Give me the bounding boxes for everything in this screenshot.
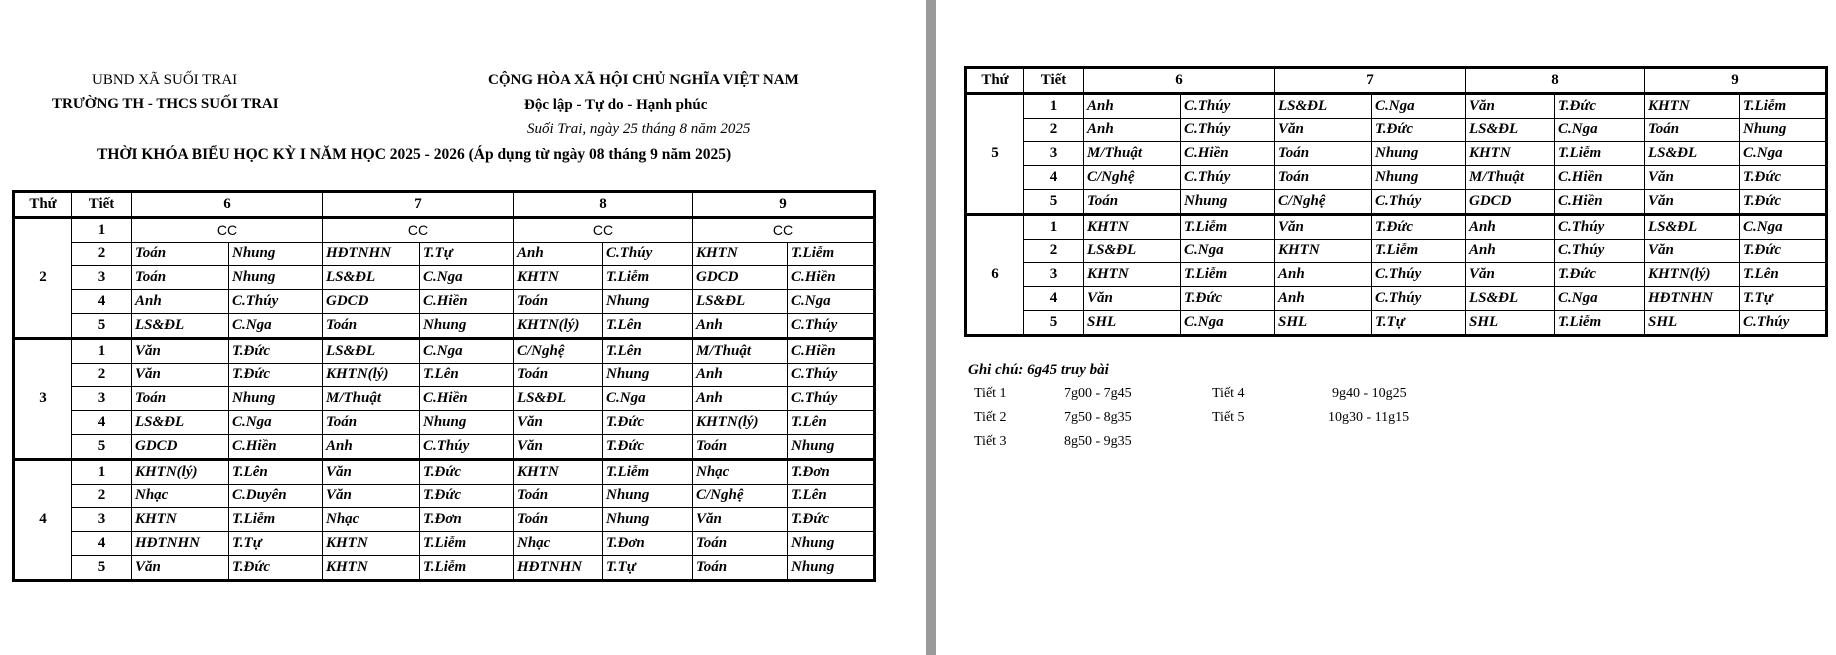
subject-cell: KHTN (1084, 263, 1181, 287)
teacher-cell: T.Lên (1740, 263, 1827, 287)
col-header-grade: 8 (1466, 68, 1645, 94)
subject-cell: Văn (132, 338, 229, 363)
subject-cell: HĐTNHN (1645, 287, 1740, 311)
note-title: Ghi chú: 6g45 truy bài (968, 362, 1109, 378)
teacher-cell: C.Nga (1740, 142, 1827, 166)
period-number: 4 (72, 532, 132, 556)
subject-cell: Nhạc (323, 508, 420, 532)
subject-cell: LS&ĐL (323, 338, 420, 363)
teacher-cell: T.Đức (1181, 287, 1275, 311)
table-row (966, 263, 1827, 287)
teacher-cell: C.Thúy (1555, 214, 1645, 239)
period-number: 2 (72, 484, 132, 508)
period-number: 1 (1024, 93, 1084, 118)
teacher-cell: Nhung (788, 532, 875, 556)
period-time: 7g50 - 8g35 (1064, 410, 1132, 425)
subject-cell: Văn (514, 411, 603, 435)
teacher-cell: Nhung (788, 434, 875, 459)
header-row (14, 192, 875, 218)
subject-cell: Anh (1084, 118, 1181, 142)
col-header-grade: 6 (1084, 68, 1275, 94)
col-header-grade: 9 (693, 192, 875, 218)
teacher-cell: C.Nga (603, 387, 693, 411)
period-number: 1 (1024, 214, 1084, 239)
subject-cell: Văn (1084, 287, 1181, 311)
period-number: 1 (72, 459, 132, 484)
subject-cell: LS&ĐL (1466, 118, 1555, 142)
teacher-cell: C.Hiền (788, 266, 875, 290)
teacher-cell: C.Thúy (788, 313, 875, 338)
subject-cell: Toán (1084, 189, 1181, 214)
teacher-cell: C.Hiền (1555, 166, 1645, 190)
period-time: 7g00 - 7g45 (1064, 386, 1132, 401)
teacher-cell: Nhung (1181, 189, 1275, 214)
teacher-cell: C.Thúy (788, 387, 875, 411)
teacher-cell: T.Đơn (603, 532, 693, 556)
table-row (14, 217, 875, 242)
page-title: THỜI KHÓA BIỂU HỌC KỲ I NĂM HỌC 2025 - 2026 (Áp dụng từ ngày 08 tháng 9 năm 2025) (97, 146, 732, 163)
teacher-cell: C.Thúy (1372, 287, 1466, 311)
subject-cell: Anh (132, 290, 229, 314)
subject-cell: LS&ĐL (1084, 239, 1181, 263)
table-row (14, 411, 875, 435)
teacher-cell: T.Đức (420, 459, 514, 484)
teacher-cell: T.Đức (603, 434, 693, 459)
teacher-cell: T.Đơn (420, 508, 514, 532)
nation-motto: Độc lập - Tự do - Hạnh phúc (524, 97, 708, 113)
subject-cell: Anh (1275, 287, 1372, 311)
subject-cell: Anh (1466, 214, 1555, 239)
teacher-cell: T.Đức (1372, 118, 1466, 142)
subject-cell: SHL (1466, 310, 1555, 335)
subject-cell: M/Thuật (1084, 142, 1181, 166)
teacher-cell: C.Hiền (229, 434, 323, 459)
subject-cell: Toán (514, 363, 603, 387)
period-label: Tiết 4 (1212, 386, 1245, 401)
subject-cell: Nhạc (132, 484, 229, 508)
period-label: Tiết 1 (974, 386, 1007, 401)
teacher-cell: T.Đơn (788, 459, 875, 484)
timetable-days-2-4 (12, 190, 876, 582)
teacher-cell: T.Lên (229, 459, 323, 484)
subject-cell: Văn (1645, 239, 1740, 263)
subject-cell: Toán (693, 532, 788, 556)
subject-cell: HĐTNHN (514, 555, 603, 580)
subject-cell: C/Nghệ (514, 338, 603, 363)
teacher-cell: T.Đức (1372, 214, 1466, 239)
period-time: 10g30 - 11g15 (1328, 410, 1410, 425)
teacher-cell: T.Lên (420, 363, 514, 387)
period-number: 5 (72, 555, 132, 580)
period-number: 5 (1024, 310, 1084, 335)
teacher-cell: Nhung (1372, 142, 1466, 166)
subject-cell: LS&ĐL (1645, 142, 1740, 166)
table-row (14, 484, 875, 508)
teacher-cell: T.Đức (1555, 93, 1645, 118)
teacher-cell: Nhung (229, 266, 323, 290)
table-row (14, 459, 875, 484)
subject-cell: LS&ĐL (132, 411, 229, 435)
subject-cell: KHTN(lý) (693, 411, 788, 435)
period-number: 5 (72, 313, 132, 338)
teacher-cell: T.Liễm (229, 508, 323, 532)
col-header-tiet: Tiết (72, 192, 132, 218)
subject-cell: Văn (1645, 166, 1740, 190)
period-number: 3 (1024, 142, 1084, 166)
nation-title: CỘNG HÒA XÃ HỘI CHỦ NGHĨA VIỆT NAM (488, 72, 799, 88)
period-label: Tiết 5 (1212, 410, 1245, 425)
period-time: 8g50 - 9g35 (1064, 434, 1132, 449)
teacher-cell: T.Đức (1555, 263, 1645, 287)
period-number: 2 (72, 242, 132, 266)
subject-cell: LS&ĐL (693, 290, 788, 314)
subject-cell: Văn (1275, 214, 1372, 239)
col-header-grade: 7 (323, 192, 514, 218)
subject-cell: M/Thuật (323, 387, 420, 411)
teacher-cell: C.Hiền (1181, 142, 1275, 166)
subject-cell: Toán (1645, 118, 1740, 142)
subject-cell: Nhạc (693, 459, 788, 484)
subject-cell: GDCD (132, 434, 229, 459)
subject-cell: KHTN(lý) (1645, 263, 1740, 287)
teacher-cell: Nhung (788, 555, 875, 580)
teacher-cell: C.Hiền (420, 290, 514, 314)
col-header-thu: Thứ (966, 68, 1024, 94)
table-row (966, 142, 1827, 166)
subject-cell: HĐTNHN (323, 242, 420, 266)
teacher-cell: T.Liễm (1740, 93, 1827, 118)
period-number: 5 (1024, 189, 1084, 214)
subject-cell: KHTN (693, 242, 788, 266)
table-row (966, 166, 1827, 190)
subject-cell: KHTN (323, 532, 420, 556)
date-line: Suối Trai, ngày 25 tháng 8 năm 2025 (527, 121, 751, 137)
day-cell: 2 (14, 217, 72, 338)
teacher-cell: C.Thúy (420, 434, 514, 459)
subject-cell: KHTN(lý) (132, 459, 229, 484)
subject-cell: KHTN (323, 555, 420, 580)
teacher-cell: T.Đức (229, 555, 323, 580)
subject-cell: KHTN(lý) (323, 363, 420, 387)
table-row (14, 363, 875, 387)
subject-cell: Toán (132, 266, 229, 290)
teacher-cell: T.Tự (420, 242, 514, 266)
day-cell: 6 (966, 214, 1024, 335)
col-header-grade: 9 (1645, 68, 1827, 94)
header-row (966, 68, 1827, 94)
subject-cell: M/Thuật (1466, 166, 1555, 190)
subject-cell: LS&ĐL (514, 387, 603, 411)
teacher-cell: C.Nga (1555, 118, 1645, 142)
teacher-cell: T.Đức (420, 484, 514, 508)
subject-cell: Văn (1466, 93, 1555, 118)
table-row (14, 242, 875, 266)
teacher-cell: Nhung (420, 313, 514, 338)
teacher-cell: Nhung (603, 363, 693, 387)
subject-cell: Toán (1275, 166, 1372, 190)
teacher-cell: C.Nga (788, 290, 875, 314)
teacher-cell: C.Thúy (1372, 263, 1466, 287)
subject-cell: Toán (514, 290, 603, 314)
teacher-cell: T.Liễm (1555, 142, 1645, 166)
teacher-cell: C.Nga (1181, 239, 1275, 263)
period-label: Tiết 3 (974, 434, 1007, 449)
teacher-cell: C.Nga (420, 266, 514, 290)
subject-cell: C/Nghệ (1275, 189, 1372, 214)
teacher-cell: T.Liễm (603, 266, 693, 290)
teacher-cell: T.Liễm (1181, 263, 1275, 287)
subject-cell: Văn (132, 363, 229, 387)
teacher-cell: C.Nga (1555, 287, 1645, 311)
period-number: 3 (72, 387, 132, 411)
subject-cell: Toán (132, 387, 229, 411)
cc-cell: CC (514, 217, 693, 242)
subject-cell: Văn (514, 434, 603, 459)
teacher-cell: C.Nga (1181, 310, 1275, 335)
authority-name: UBND XÃ SUỐI TRAI (92, 72, 238, 88)
day-cell: 5 (966, 93, 1024, 214)
cc-cell: CC (693, 217, 875, 242)
subject-cell: Anh (514, 242, 603, 266)
period-number: 1 (72, 338, 132, 363)
page-2 (936, 0, 1836, 655)
subject-cell: Văn (1275, 118, 1372, 142)
subject-cell: C/Nghệ (1084, 166, 1181, 190)
subject-cell: Toán (693, 434, 788, 459)
teacher-cell: C.Nga (229, 313, 323, 338)
col-header-grade: 6 (132, 192, 323, 218)
teacher-cell: T.Tự (1372, 310, 1466, 335)
subject-cell: Văn (132, 555, 229, 580)
teacher-cell: Nhung (229, 387, 323, 411)
table-row (966, 93, 1827, 118)
subject-cell: KHTN(lý) (514, 313, 603, 338)
teacher-cell: C.Thúy (1740, 310, 1827, 335)
page-divider (926, 0, 936, 655)
subject-cell: Văn (323, 459, 420, 484)
subject-cell: Toán (693, 555, 788, 580)
timetable-days-5-6 (964, 66, 1828, 337)
subject-cell: Anh (693, 363, 788, 387)
teacher-cell: C.Hiền (420, 387, 514, 411)
teacher-cell: T.Liễm (788, 242, 875, 266)
teacher-cell: C.Nga (420, 338, 514, 363)
teacher-cell: T.Lên (603, 338, 693, 363)
teacher-cell: T.Đức (1740, 166, 1827, 190)
teacher-cell: T.Liễm (1181, 214, 1275, 239)
table-row (966, 118, 1827, 142)
teacher-cell: Nhung (229, 242, 323, 266)
subject-cell: Toán (514, 508, 603, 532)
teacher-cell: C.Thúy (1181, 166, 1275, 190)
subject-cell: Anh (323, 434, 420, 459)
teacher-cell: C.Nga (1372, 93, 1466, 118)
subject-cell: GDCD (323, 290, 420, 314)
subject-cell: SHL (1645, 310, 1740, 335)
table-row (966, 214, 1827, 239)
subject-cell: Anh (693, 313, 788, 338)
period-number: 4 (1024, 166, 1084, 190)
teacher-cell: T.Liễm (1372, 239, 1466, 263)
teacher-cell: C.Thúy (603, 242, 693, 266)
teacher-cell: T.Đức (229, 363, 323, 387)
subject-cell: Văn (1645, 189, 1740, 214)
teacher-cell: C.Thúy (1181, 93, 1275, 118)
subject-cell: KHTN (132, 508, 229, 532)
teacher-cell: C.Thúy (1181, 118, 1275, 142)
period-number: 3 (72, 508, 132, 532)
teacher-cell: T.Tự (229, 532, 323, 556)
period-time: 9g40 - 10g25 (1332, 386, 1407, 401)
table-row (14, 290, 875, 314)
subject-cell: KHTN (514, 266, 603, 290)
teacher-cell: C.Duyên (229, 484, 323, 508)
subject-cell: Văn (1466, 263, 1555, 287)
subject-cell: LS&ĐL (1275, 93, 1372, 118)
teacher-cell: T.Lên (603, 313, 693, 338)
teacher-cell: T.Liễm (603, 459, 693, 484)
teacher-cell: Nhung (603, 290, 693, 314)
teacher-cell: T.Đức (603, 411, 693, 435)
subject-cell: GDCD (1466, 189, 1555, 214)
subject-cell: SHL (1275, 310, 1372, 335)
subject-cell: Toán (514, 484, 603, 508)
subject-cell: Toán (323, 411, 420, 435)
teacher-cell: T.Liễm (420, 555, 514, 580)
subject-cell: KHTN (1275, 239, 1372, 263)
teacher-cell: C.Nga (1740, 214, 1827, 239)
table-row (14, 434, 875, 459)
subject-cell: KHTN (1084, 214, 1181, 239)
table-row (14, 387, 875, 411)
subject-cell: Toán (323, 313, 420, 338)
teacher-cell: C.Hiền (1555, 189, 1645, 214)
subject-cell: M/Thuật (693, 338, 788, 363)
period-label: Tiết 2 (974, 410, 1007, 425)
table-row (966, 287, 1827, 311)
teacher-cell: Nhung (603, 508, 693, 532)
subject-cell: Văn (693, 508, 788, 532)
day-cell: 4 (14, 459, 72, 580)
teacher-cell: T.Lên (788, 484, 875, 508)
table-row (14, 266, 875, 290)
teacher-cell: T.Tự (603, 555, 693, 580)
teacher-cell: Nhung (1740, 118, 1827, 142)
table-row (14, 532, 875, 556)
table-row (14, 555, 875, 580)
subject-cell: LS&ĐL (132, 313, 229, 338)
table-row (14, 313, 875, 338)
teacher-cell: T.Liễm (1555, 310, 1645, 335)
period-number: 2 (1024, 239, 1084, 263)
teacher-cell: Nhung (1372, 166, 1466, 190)
period-number: 4 (1024, 287, 1084, 311)
period-number: 4 (72, 411, 132, 435)
period-number: 1 (72, 217, 132, 242)
teacher-cell: T.Đức (229, 338, 323, 363)
teacher-cell: T.Liễm (420, 532, 514, 556)
subject-cell: C/Nghệ (693, 484, 788, 508)
period-number: 3 (72, 266, 132, 290)
period-number: 5 (72, 434, 132, 459)
subject-cell: LS&ĐL (1645, 214, 1740, 239)
teacher-cell: T.Lên (788, 411, 875, 435)
subject-cell: Toán (1275, 142, 1372, 166)
day-cell: 3 (14, 338, 72, 459)
cc-cell: CC (323, 217, 514, 242)
teacher-cell: T.Đức (788, 508, 875, 532)
table-row (14, 508, 875, 532)
period-number: 4 (72, 290, 132, 314)
teacher-cell: C.Hiền (788, 338, 875, 363)
subject-cell: GDCD (693, 266, 788, 290)
subject-cell: KHTN (1645, 93, 1740, 118)
teacher-cell: C.Thúy (229, 290, 323, 314)
subject-cell: SHL (1084, 310, 1181, 335)
col-header-grade: 8 (514, 192, 693, 218)
period-number: 2 (1024, 118, 1084, 142)
table-row (966, 310, 1827, 335)
subject-cell: KHTN (1466, 142, 1555, 166)
teacher-cell: C.Thúy (1372, 189, 1466, 214)
teacher-cell: Nhung (603, 484, 693, 508)
table-row (966, 189, 1827, 214)
subject-cell: Anh (1084, 93, 1181, 118)
teacher-cell: T.Tự (1740, 287, 1827, 311)
subject-cell: LS&ĐL (1466, 287, 1555, 311)
col-header-tiet: Tiết (1024, 68, 1084, 94)
col-header-grade: 7 (1275, 68, 1466, 94)
cc-cell: CC (132, 217, 323, 242)
subject-cell: HĐTNHN (132, 532, 229, 556)
subject-cell: Nhạc (514, 532, 603, 556)
teacher-cell: C.Thúy (788, 363, 875, 387)
subject-cell: Anh (1275, 263, 1372, 287)
subject-cell: Anh (1466, 239, 1555, 263)
period-number: 2 (72, 363, 132, 387)
col-header-thu: Thứ (14, 192, 72, 218)
teacher-cell: C.Thúy (1555, 239, 1645, 263)
teacher-cell: Nhung (420, 411, 514, 435)
subject-cell: Văn (323, 484, 420, 508)
teacher-cell: T.Đức (1740, 239, 1827, 263)
subject-cell: Toán (132, 242, 229, 266)
period-number: 3 (1024, 263, 1084, 287)
table-row (966, 239, 1827, 263)
subject-cell: LS&ĐL (323, 266, 420, 290)
subject-cell: Anh (693, 387, 788, 411)
subject-cell: KHTN (514, 459, 603, 484)
teacher-cell: C.Nga (229, 411, 323, 435)
table-row (14, 338, 875, 363)
school-name: TRƯỜNG TH - THCS SUỐI TRAI (52, 96, 279, 112)
teacher-cell: T.Đức (1740, 189, 1827, 214)
